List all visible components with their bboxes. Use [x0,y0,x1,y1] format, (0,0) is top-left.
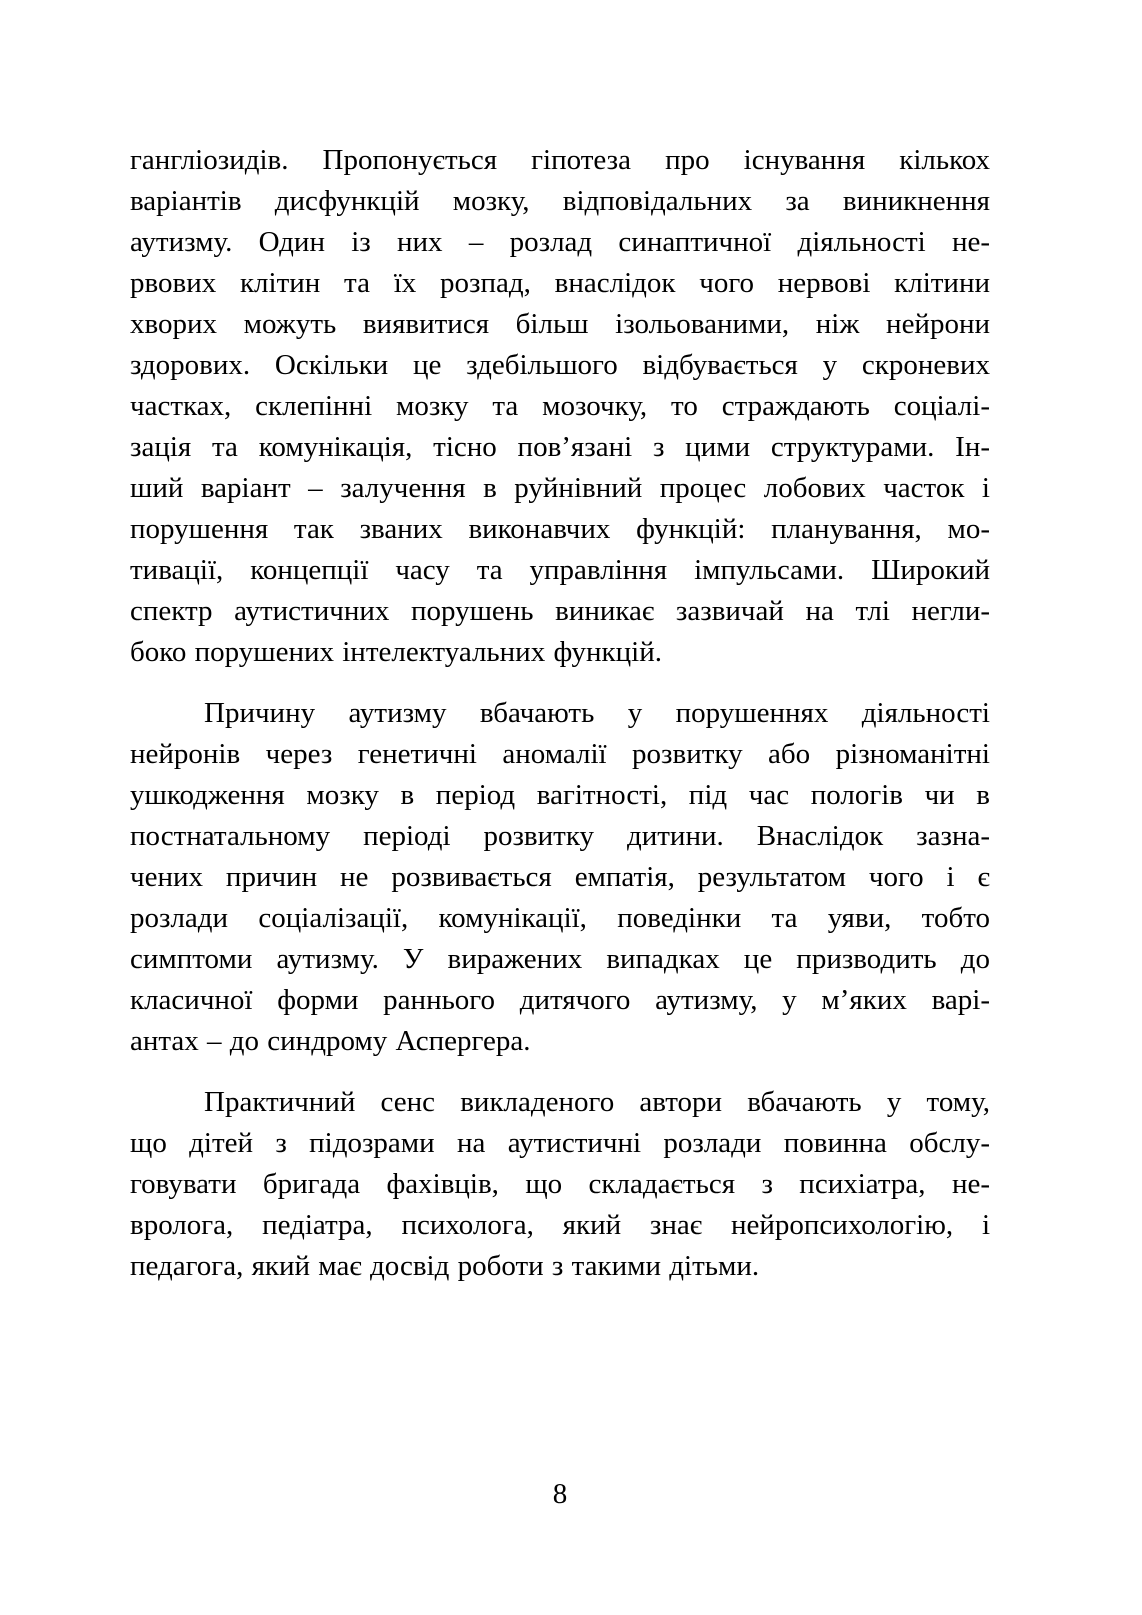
text-line: педагога, який має досвід роботи з такими дітьми. [130,1250,760,1282]
text-line: хворих можуть виявитися більш ізольованими, ніж нейрони [130,308,990,340]
text-line: порушення так званих виконавчих функцій: планування, мо- [130,513,990,545]
text-line: вролога, педіатра, психолога, який знає нейропсихологію, і [130,1209,990,1241]
text-block [130,140,990,1307]
text-line: гангліозидів. Пропонується гіпотеза про існування кількох [130,144,990,176]
text-line: зація та комунікація, тісно пов’язані з цими структурами. Ін- [130,431,990,463]
paragraph [130,693,990,1062]
text-line: здорових. Оскільки це здебільшого відбувається у скроневих [130,349,990,381]
paragraph [130,140,990,673]
text-line: частках, склепінні мозку та мозочку, то страждають соціалі- [130,390,990,422]
text-line: постнатальному періоді розвитку дитини. Внаслідок зазна- [130,820,990,852]
text-line: Причину аутизму вбачають у порушеннях діяльності [204,697,990,729]
text-line: боко порушених інтелектуальних функцій. [130,636,662,668]
text-line: аутизму. Один із них – розлад синаптичної діяльності не- [130,226,990,258]
text-line: чених причин не розвивається емпатія, результатом чого і є [130,861,990,893]
text-line: нейронів через генетичні аномалії розвитку або різноманітні [130,738,990,770]
text-line: симптоми аутизму. У виражених випадках це призводить до [130,943,990,975]
page-number: 8 [552,1478,568,1510]
text-line: ушкодження мозку в період вагітності, під час пологів чи в [130,779,990,811]
text-line: розлади соціалізації, комунікації, поведінки та уяви, тобто [130,902,990,934]
text-line: Практичний сенс викладеного автори вбачають у тому, [204,1086,990,1118]
text-line: говувати бригада фахівців, що складається з психіатра, не- [130,1168,990,1200]
text-line: ший варіант – залучення в руйнівний процес лобових часток і [130,472,990,504]
paragraph [130,1082,990,1287]
text-line: рвових клітин та їх розпад, внаслідок чого нервові клітини [130,267,990,299]
text-line: антах – до синдрому Аспергера. [130,1025,531,1057]
text-line: варіантів дисфункцій мозку, відповідальних за виникнення [130,185,990,217]
text-line: спектр аутистичних порушень виникає зазвичай на тлі негли- [130,595,990,627]
text-line: класичної форми раннього дитячого аутизму, у м’яких варі- [130,984,990,1016]
text-line: що дітей з підозрами на аутистичні розлади повинна обслу- [130,1127,990,1159]
text-line: тивації, концепції часу та управління імпульсами. Широкий [130,554,990,586]
